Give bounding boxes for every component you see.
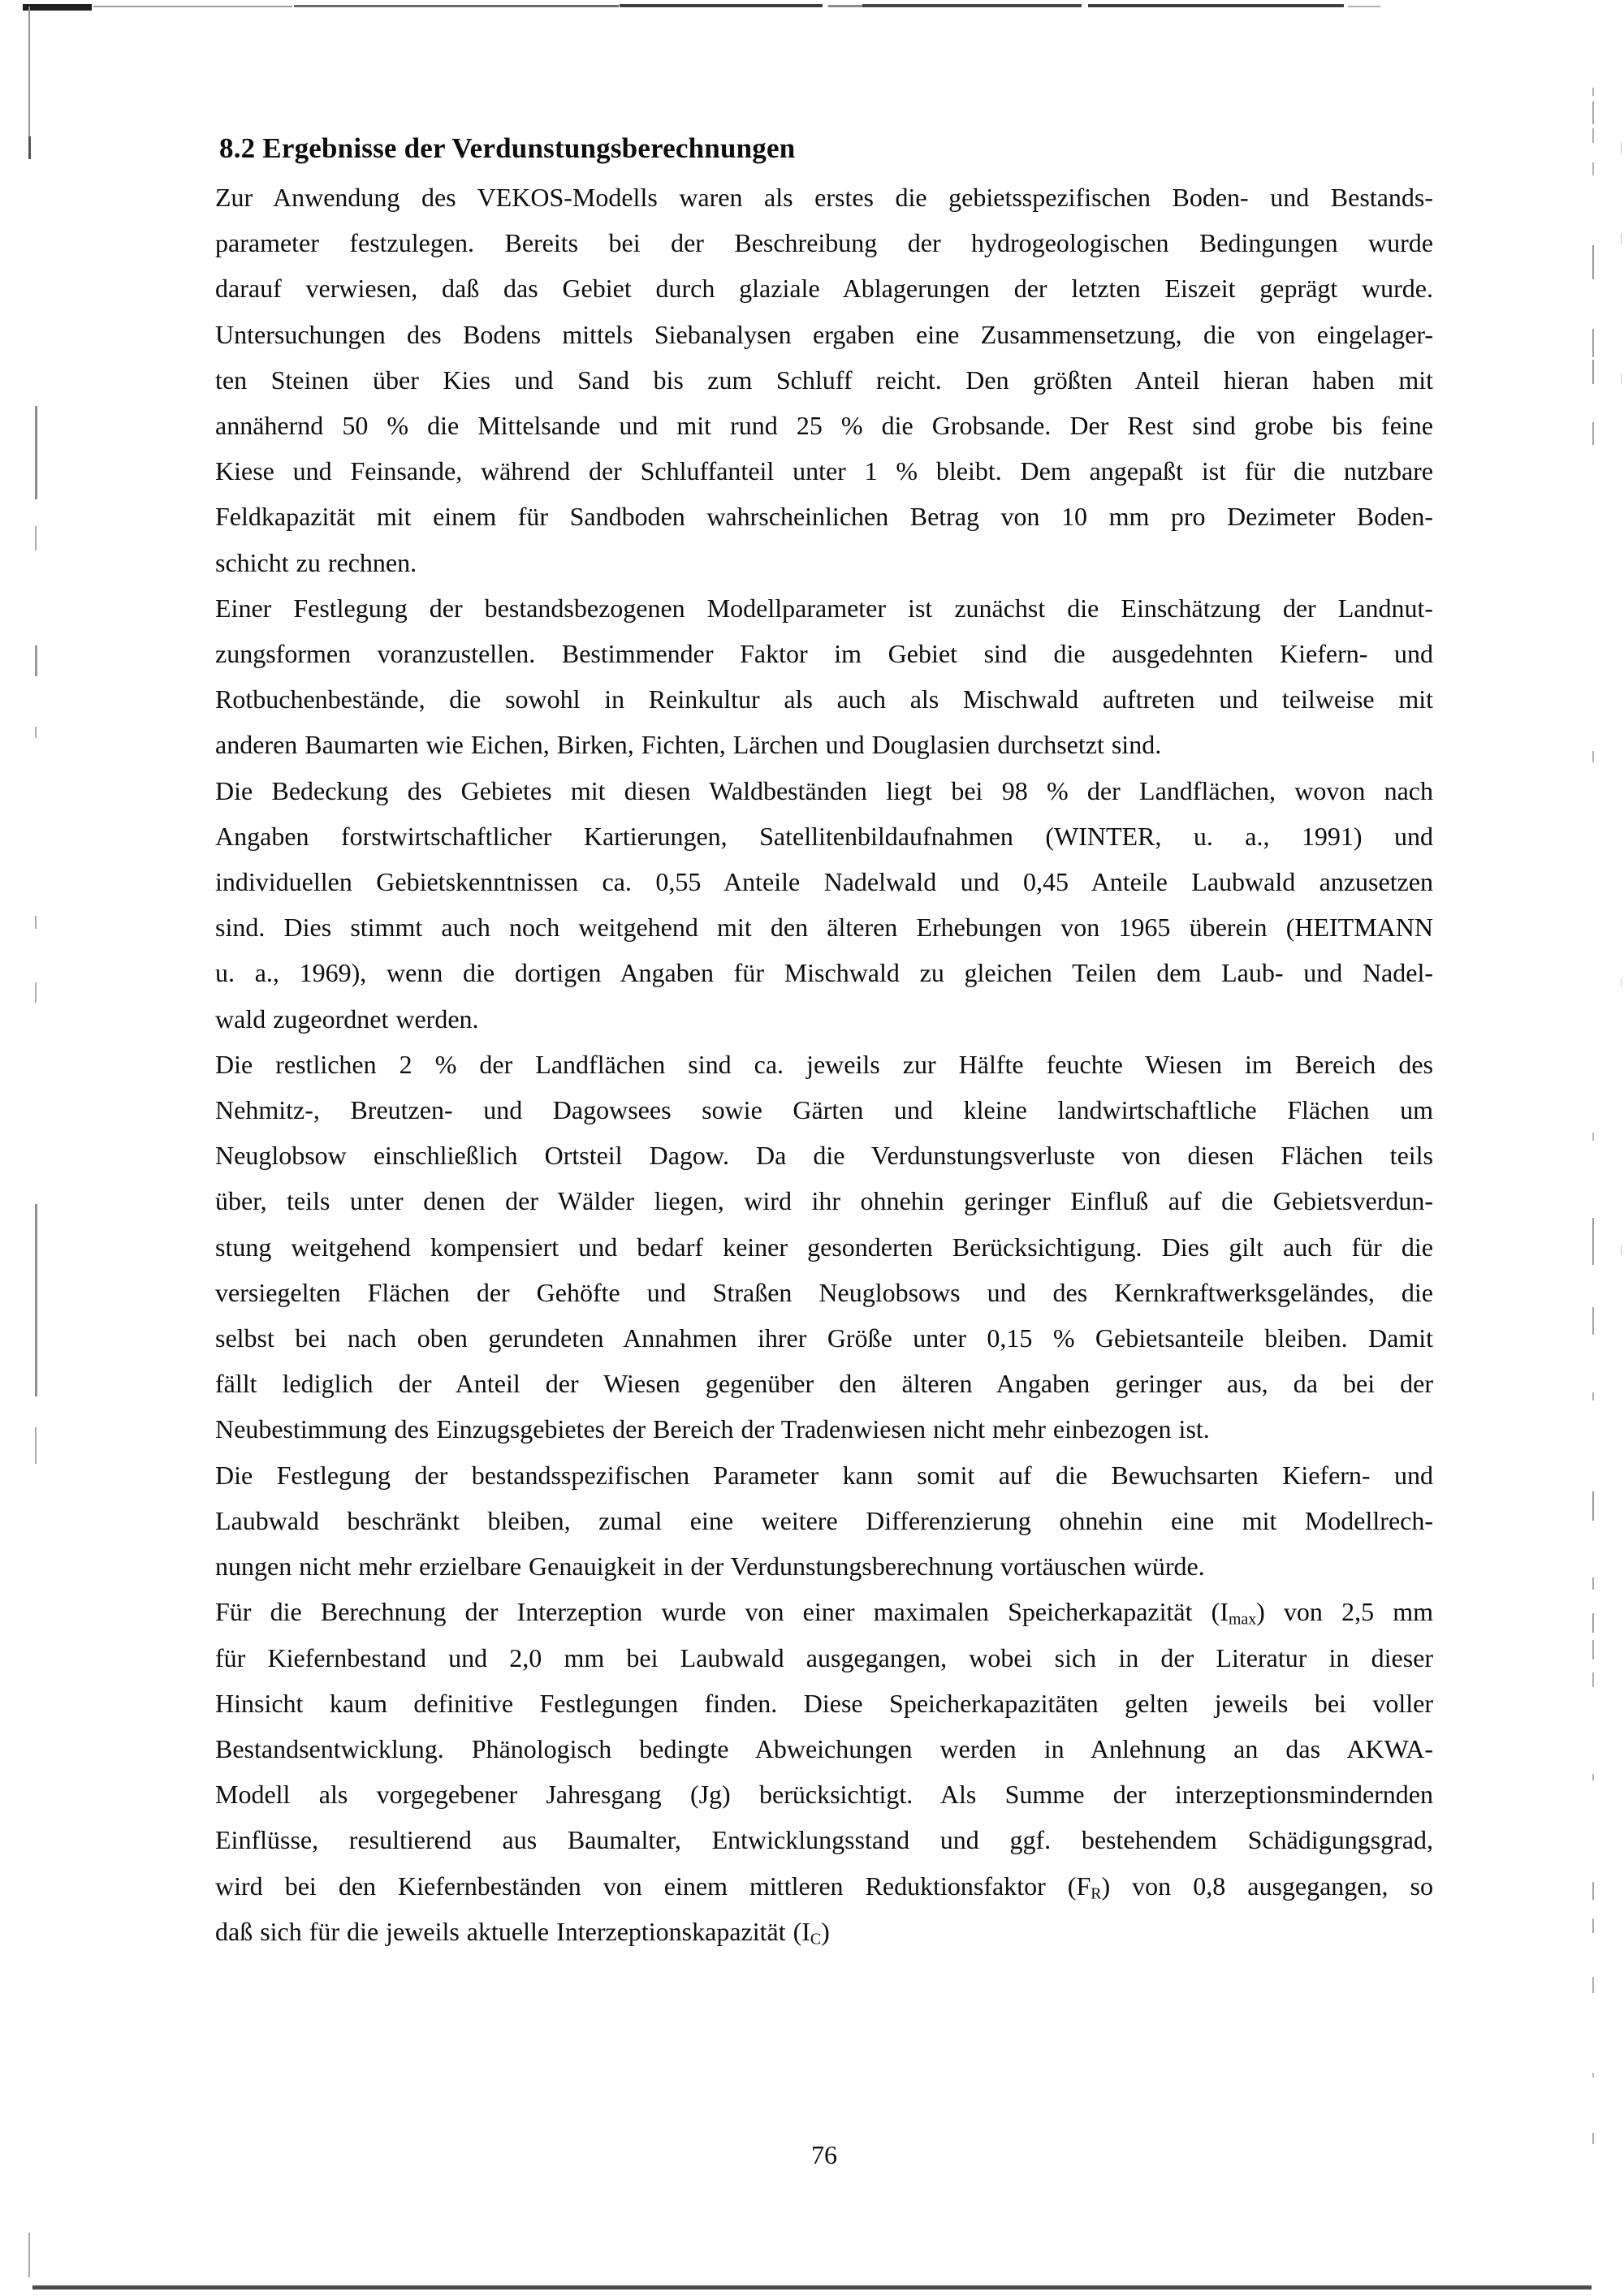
- text-line: anderen Baumarten wie Eichen, Birken, Fichten, Lärchen und Douglasien durchsetzt sind.: [215, 730, 1162, 760]
- text-line: über, teils unter denen der Wälder liegen, wird ihr ohnehin geringer Einfluß auf die Gebietsverdun-: [215, 1186, 1433, 1216]
- body-text: [215, 175, 1433, 1954]
- text-line: Neubestimmung des Einzugsgebietes der Bereich der Tradenwiesen nicht mehr einbezogen ist.: [215, 1414, 1210, 1444]
- text-line: sind. Dies stimmt auch noch weitgehend mit den älteren Erhebungen von 1965 überein (HEITMANN: [215, 913, 1433, 943]
- text-line: für Kiefernbestand und 2,0 mm bei Laubwald ausgegangen, wobei sich in der Literatur in dieser: [215, 1642, 1433, 1672]
- text-line: zungsformen voranzustellen. Bestimmender Faktor im Gebiet sind die ausgedehnten Kiefern- und: [215, 639, 1433, 669]
- paragraph: [215, 768, 1433, 1042]
- text-line: u. a., 1969), wenn die dortigen Angaben für Mischwald zu gleichen Teilen dem Laub- und Nadel-: [215, 958, 1433, 988]
- text-line: schicht zu rechnen.: [215, 547, 417, 577]
- section-heading: 8.2 Ergebnisse der Verdunstungsberechnungen: [219, 132, 796, 164]
- text-line: individuellen Gebietskenntnissen ca. 0,55 Anteile Nadelwald und 0,45 Anteile Laubwald anzusetzen: [215, 867, 1433, 897]
- paragraph: [215, 1589, 1433, 1954]
- text-line: Die restlichen 2 % der Landflächen sind ca. jeweils zur Hälfte feuchte Wiesen im Bereich des: [215, 1049, 1433, 1079]
- text-line: Hinsicht kaum definitive Festlegungen finden. Diese Speicherkapazitäten gelten jeweils bei voller: [215, 1688, 1433, 1718]
- text-line: Kiese und Feinsande, während der Schluffanteil unter 1 % bleibt. Dem angepaßt ist für die nutzbare: [215, 456, 1433, 486]
- paragraph: [215, 1042, 1433, 1452]
- text-line: Neuglobsow einschließlich Ortsteil Dagow. Da die Verdunstungsverluste von diesen Flächen teils: [215, 1141, 1433, 1171]
- paragraph: [215, 585, 1433, 768]
- text-line: versiegelten Flächen der Gehöfte und Straßen Neuglobsows und des Kernkraftwerksgeländes, die: [215, 1277, 1433, 1307]
- text-line: Laubwald beschränkt bleiben, zumal eine weitere Differenzierung ohnehin eine mit Modellrech-: [215, 1505, 1433, 1535]
- text-line: nungen nicht mehr erzielbare Genauigkeit in der Verdunstungsberechnung vortäuschen würde.: [215, 1552, 1205, 1582]
- text-line: Die Festlegung der bestandsspezifischen Parameter kann somit auf die Bewuchsarten Kiefern- und: [215, 1460, 1433, 1490]
- paragraph: [215, 175, 1433, 585]
- text-line: ten Steinen über Kies und Sand bis zum Schluff reicht. Den größten Anteil hieran haben mit: [215, 365, 1433, 395]
- text-line: wald zugeordnet werden.: [215, 1003, 479, 1034]
- text-line: Rotbuchenbestände, die sowohl in Reinkultur als auch als Mischwald auftreten und teilweise mit: [215, 684, 1433, 714]
- paragraph: [215, 1452, 1433, 1590]
- text-line: parameter festzulegen. Bereits bei der Beschreibung der hydrogeologischen Bedingungen wurde: [215, 228, 1433, 258]
- text-line: Untersuchungen des Bodens mittels Siebanalysen ergaben eine Zusammensetzung, die von eingelager-: [215, 319, 1433, 349]
- text-line: Bestandsentwicklung. Phänologisch bedingte Abweichungen werden in Anlehnung an das AKWA-: [215, 1733, 1433, 1763]
- text-line: Die Bedeckung des Gebietes mit diesen Waldbeständen liegt bei 98 % der Landflächen, wovon nach: [215, 775, 1433, 805]
- text-line: Angaben forstwirtschaftlicher Kartierungen, Satellitenbildaufnahmen (WINTER, u. a., 1991) und: [215, 821, 1433, 851]
- text-line: Zur Anwendung des VEKOS-Modells waren als erstes die gebietsspezifischen Boden- und Bestands-: [215, 183, 1433, 212]
- text-line: Feldkapazität mit einem für Sandboden wahrscheinlichen Betrag von 10 mm pro Dezimeter Boden-: [215, 502, 1433, 532]
- page-number: 76: [811, 2140, 837, 2169]
- text-line: Einer Festlegung der bestandsbezogenen Modellparameter ist zunächst die Einschätzung der Landnut-: [215, 593, 1433, 623]
- text-line: annähernd 50 % die Mittelsande und mit rund 25 % die Grobsande. Der Rest sind grobe bis feine: [215, 411, 1433, 441]
- text-line: daß sich für die jeweils aktuelle Interzeptionskapazität $(I_C)$: [215, 1916, 830, 1949]
- text-line: Modell als vorgegebener Jahresgang (Jg) berücksichtigt. Als Summe der interzeptionsmindernden: [215, 1780, 1433, 1810]
- text-line: Einflüsse, resultierend aus Baumalter, Entwicklungsstand und ggf. bestehendem Schädigungsgrad,: [215, 1825, 1433, 1855]
- text-line: Für die Berechnung der Interzeption wurde von einer maximalen Speicherkapazität $(I_{max})$ von 2,5 mm: [215, 1597, 1434, 1629]
- text-line: stung weitgehend kompensiert und bedarf keiner gesonderten Berücksichtigung. Dies gilt auch für die: [215, 1232, 1433, 1262]
- text-line: darauf verwiesen, daß das Gebiet durch glaziale Ablagerungen der letzten Eiszeit geprägt wurde.: [215, 274, 1433, 304]
- text-line: fällt lediglich der Anteil der Wiesen gegenüber den älteren Angaben geringer aus, da bei der: [215, 1369, 1433, 1399]
- text-line: selbst bei nach oben gerundeten Annahmen ihrer Größe unter 0,15 % Gebietsanteile bleiben. Damit: [215, 1323, 1433, 1353]
- text-line: Nehmitz-, Breutzen- und Dagowsees sowie Gärten und kleine landwirtschaftliche Flächen um: [215, 1095, 1433, 1125]
- text-line: wird bei den Kiefernbeständen von einem mittleren Reduktionsfaktor $(F_R)$ von 0,8 ausgegangen, so: [215, 1871, 1433, 1902]
